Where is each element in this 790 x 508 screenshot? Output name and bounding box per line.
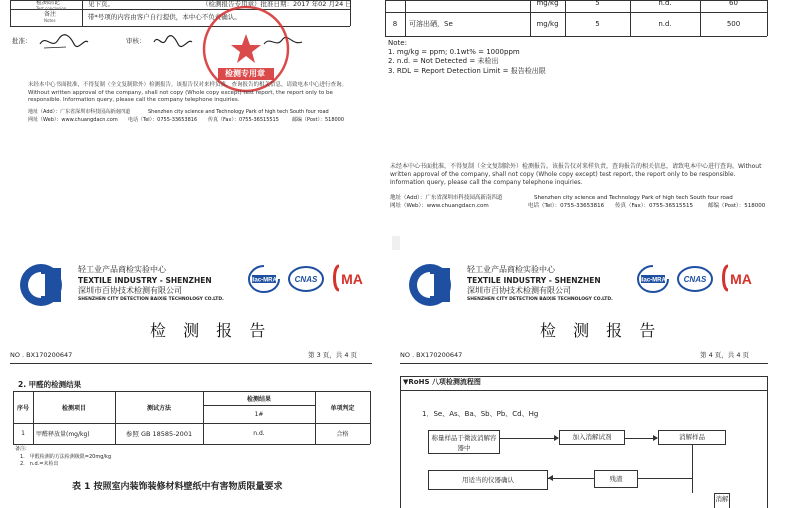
conclusion-value: 见下页。 xyxy=(88,0,114,8)
flow-arrow xyxy=(500,438,558,439)
lab-name-cn: 轻工业产品商检实验中心 xyxy=(467,265,555,274)
limit-table-title: 表 1 按照室内装饰装修材料壁纸中有害物质限量要求 xyxy=(72,482,283,492)
approver-label: 批准： xyxy=(12,37,32,45)
note-3: 3. RDL = Report Detection Limit = 报告检出限 xyxy=(388,67,546,75)
conclusion-label-en: Test conclusion xyxy=(36,6,67,11)
element-list: 1．Se、As、Ba、Sb、Pb、Cd、Hg xyxy=(422,410,539,418)
note-1: 1. mg/kg = ppm; 0.1wt% = 1000ppm xyxy=(388,48,520,56)
th-sample: 1# xyxy=(254,410,264,418)
table-line xyxy=(370,391,371,444)
reviewer-signature xyxy=(150,32,196,52)
ilac-mra-icon xyxy=(247,264,281,294)
website: 网址（Web）：www.chuangdacn.com xyxy=(28,117,118,123)
disclaimer-cn: 未经本中心书面批准，不得复制（全文复制除外）检测报告。该报告仅对来样负责，查询报告的相关信息，请致电本中心进行查询。Without xyxy=(390,163,762,170)
company-name-en: SHENZHEN CITY DETECTION BAIXIE TECHNOLOGY CO.LTD. xyxy=(467,297,613,302)
row8-rdl: 5 xyxy=(595,20,600,28)
svg-text:ilac-MRA: ilac-MRA xyxy=(251,277,277,284)
th-result: 检测结果 xyxy=(246,395,271,403)
flowchart-header-rule xyxy=(400,390,768,391)
lab-name-en: TEXTILE INDUSTRY - SHENZHEN xyxy=(467,276,601,285)
row8-unit: mg/kg xyxy=(536,20,559,28)
flow-box-residue: 残渣 xyxy=(594,470,638,488)
page-number: 第 4 页，共 4 页 xyxy=(700,351,750,359)
flow-box-digestion: 消解 xyxy=(714,493,730,508)
svg-text:MA: MA xyxy=(341,271,363,287)
row1-judgement: 合格 xyxy=(336,431,349,438)
disclaimer-cn: 未经本中心书面批准，不得复制（全文复制除外）检测报告。该报告仅对来样负责，查询报告的相关信息，请致电本中心进行查询。Without xyxy=(28,82,348,96)
telephone: 电话（Tel）：0755-33653816 xyxy=(128,117,198,123)
cd-logo-icon xyxy=(18,262,64,308)
postcode: 邮编（Post）：518000 xyxy=(708,203,766,209)
notes-value: 带*号项的内容由客户自行提供，本中心不负责确认。 xyxy=(88,13,241,21)
section-title: 2. 甲醛的检测结果 xyxy=(18,380,82,389)
disclaimer-en: written approval of the company, shall not copy (Whole copy except) test report, the report only to be responsible. Information query, please call the company telephone inquiries. xyxy=(28,89,333,103)
disclaimer xyxy=(390,163,768,187)
notes-label-en: Notes xyxy=(44,18,56,23)
svg-text:MA: MA xyxy=(730,271,752,287)
approval-date: （检测报告专用章）批准日期：2017 年02 月24 日 xyxy=(202,0,352,8)
page-number: 第 3 页，共 4 页 xyxy=(308,351,358,359)
cma-icon xyxy=(720,262,758,294)
row7-limit: 60 xyxy=(729,0,738,7)
report-title: 检 测 报 告 xyxy=(150,321,272,340)
stamp-label: 检测专用章 xyxy=(225,69,265,78)
cma-icon xyxy=(331,262,369,294)
row1-result: n.d. xyxy=(253,430,265,437)
row1-no: 1 xyxy=(21,430,25,437)
table-line xyxy=(385,36,767,37)
company-name-en: SHENZHEN CITY DETECTION BAIXIE TECHNOLOGY CO.LTD. xyxy=(78,297,224,302)
reviewer-label: 审核： xyxy=(126,37,146,45)
arrow-head-icon xyxy=(548,475,553,481)
address: 地址（Add）：广东省深圳市科技园高新南四道 xyxy=(28,109,131,115)
table-line xyxy=(13,444,370,445)
header-rule xyxy=(400,363,768,364)
address: 地址（Add）：广东省深圳市科技园高新南四道 xyxy=(390,195,503,201)
company-name-cn: 深圳市百协技术检测有限公司 xyxy=(467,286,571,295)
disclaimer-en: written approval of the company, shall not copy (Whole copy except) test report, the report only to be responsible. Information query, please call the company telephone inquiries. xyxy=(390,171,736,186)
note-title: 备注: xyxy=(15,446,27,452)
note-2: 2. n.d.=未检出 xyxy=(20,461,59,467)
flow-line xyxy=(637,478,693,479)
table-line xyxy=(82,0,83,26)
header-rule xyxy=(10,363,372,364)
row8-item: 可溶出硒，Se xyxy=(409,20,453,28)
flowchart-title: ▼RoHS 八项检测流程图 xyxy=(403,378,481,386)
flow-line xyxy=(692,445,693,493)
flow-box-reagent: 加入消解试剂 xyxy=(559,430,625,445)
report-title: 检 测 报 告 xyxy=(540,321,662,340)
flow-box-weigh: 称量样品于微波消解容器中 xyxy=(428,430,500,454)
company-name-cn: 深圳市百协技术检测有限公司 xyxy=(78,286,182,295)
report-number: NO . BX170200647 xyxy=(400,351,463,359)
note-1: 1. 甲醛检测的方法检测极限=20mg/kg xyxy=(20,454,112,460)
row7-result: n.d. xyxy=(658,0,672,7)
notes-label: 备注 xyxy=(44,11,57,18)
row1-method: 参照 GB 18585-2001 xyxy=(125,430,193,438)
row7-unit: mg/kg xyxy=(536,0,559,7)
table-line xyxy=(767,0,768,36)
page-divider xyxy=(392,236,400,250)
website: 网址（Web）：www.chuangdacn.com xyxy=(390,203,489,209)
telephone: 电话（Tel）：0755-33653816 xyxy=(528,203,605,209)
row8-result: n.d. xyxy=(658,20,672,28)
conclusion-label: 检测结论 xyxy=(36,0,61,6)
address-en: Shenzhen city science and Technology Park of high tech South four road xyxy=(534,195,733,201)
flow-arrow xyxy=(548,478,594,479)
fax: 传真（Fax）：0755-36515515 xyxy=(208,117,279,123)
table-line xyxy=(10,26,350,27)
th-no: 序号 xyxy=(16,404,29,412)
svg-text:CNAS: CNAS xyxy=(294,275,318,284)
fax: 传真（Fax）：0755-36515515 xyxy=(615,203,694,209)
svg-text:ilac-MRA: ilac-MRA xyxy=(640,277,666,284)
ilac-mra-icon xyxy=(636,264,670,294)
table-line xyxy=(10,0,11,26)
row8-limit: 500 xyxy=(726,20,741,28)
svg-text:CNAS: CNAS xyxy=(683,275,707,284)
cnas-icon xyxy=(287,264,325,294)
approver-signature xyxy=(36,30,92,52)
row7-rdl: 5 xyxy=(595,0,600,7)
row1-item: 甲醛释放量(mg/kg) xyxy=(36,431,90,438)
disclaimer xyxy=(28,82,350,105)
flow-box-instrument: 用适当的仪器确认 xyxy=(428,470,548,490)
th-judgement: 单项判定 xyxy=(330,404,355,412)
th-method: 测试方法 xyxy=(146,404,171,412)
address-en: Shenzhen city science and Technology Park of high tech South four road xyxy=(148,109,329,115)
lab-name-en: TEXTILE INDUSTRY - SHENZHEN xyxy=(78,276,212,285)
note-2: 2. n.d. = Not Detected = 未检出 xyxy=(388,57,499,65)
report-number: NO . BX170200647 xyxy=(10,351,73,359)
postcode: 邮编（Post）：518000 xyxy=(292,117,345,123)
th-item: 检测项目 xyxy=(61,404,86,412)
note-title: Note: xyxy=(388,39,407,47)
row8-no: 8 xyxy=(392,20,398,28)
cnas-icon xyxy=(676,264,714,294)
lab-name-cn: 轻工业产品商检实验中心 xyxy=(78,265,166,274)
flow-box-digest: 消解样品 xyxy=(658,430,726,445)
company-stamp xyxy=(200,4,292,94)
cd-logo-icon xyxy=(407,262,453,308)
